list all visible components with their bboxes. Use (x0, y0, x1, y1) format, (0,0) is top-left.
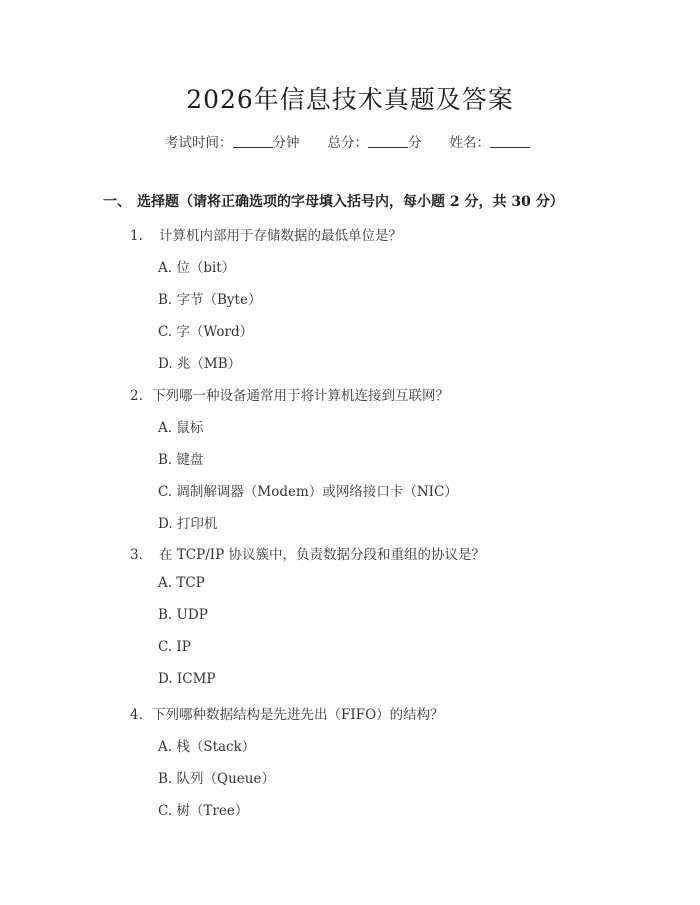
score-label: 总分： (327, 135, 368, 151)
option: D. ICMP (158, 671, 216, 687)
page-title: 2026年信息技术真题及答案 (186, 85, 514, 114)
option: A. 鼠标 (158, 420, 204, 436)
option: A. TCP (158, 575, 205, 591)
time-label: 考试时间： (165, 135, 233, 151)
question-text: 在 TCP/IP 协议簇中，负责数据分段和重组的协议是？ (159, 547, 485, 563)
question-number: 1. (130, 228, 143, 244)
section-number: 一、 (103, 194, 131, 210)
option: C. 树（Tree） (158, 803, 249, 819)
section-heading (103, 191, 564, 211)
name-label: 姓名： (449, 135, 490, 151)
score-unit: 分 (408, 135, 422, 151)
option: A. 栈（Stack） (158, 739, 256, 755)
time-unit: 分钟 (272, 135, 300, 151)
section-text: 选择题（请将正确选项的字母填入括号内，每小题 2 分，共 30 分） (137, 194, 564, 210)
exam-meta (165, 131, 530, 151)
question-text: 下列哪一种设备通常用于将计算机连接到互联网？ (152, 388, 449, 404)
option: C. IP (158, 639, 191, 655)
question-text: 下列哪种数据结构是先进先出（FIFO）的结构？ (152, 707, 444, 723)
option: B. 字节（Byte） (158, 292, 262, 308)
time-blank (233, 135, 273, 148)
question-number: 3. (130, 547, 143, 563)
question-1 (130, 224, 402, 244)
name-blank (490, 135, 530, 148)
question-3 (130, 543, 485, 563)
score-blank (368, 135, 408, 148)
question-4 (130, 703, 444, 723)
option: B. 键盘 (158, 452, 204, 468)
question-2 (130, 384, 449, 404)
option: C. 字（Word） (158, 324, 254, 340)
option: B. 队列（Queue） (158, 771, 275, 787)
option: A. 位（bit） (158, 260, 236, 276)
question-text: 计算机内部用于存储数据的最低单位是？ (159, 228, 402, 244)
option: D. 打印机 (158, 516, 218, 532)
question-number: 4. (130, 707, 143, 723)
option: C. 调制解调器（Modem）或网络接口卡（NIC） (158, 484, 458, 500)
option: D. 兆（MB） (158, 356, 242, 372)
option: B. UDP (158, 607, 208, 623)
question-number: 2. (130, 388, 143, 404)
